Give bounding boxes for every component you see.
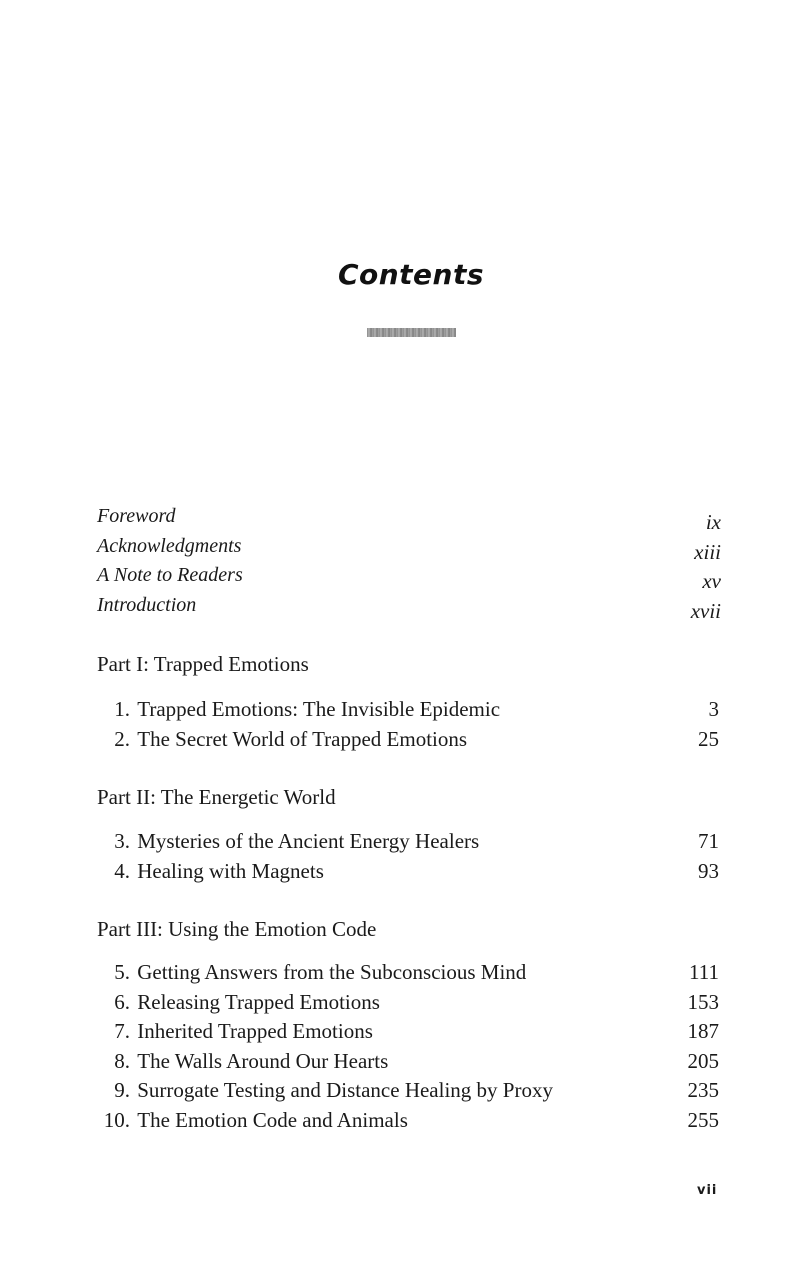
toc-entry-page: xiii <box>694 539 721 564</box>
toc-entry-page: ix <box>705 510 721 534</box>
part-heading-1: Part I: Trapped Emotions <box>97 652 309 676</box>
toc-entry-chapter-1[interactable] <box>97 697 719 727</box>
chapter-page: 153 <box>687 989 719 1014</box>
chapter-title: Releasing Trapped Emotions <box>137 989 380 1014</box>
part-1-chapter-list <box>97 697 719 756</box>
toc-entry-chapter-8[interactable] <box>97 1049 719 1079</box>
toc-entry-foreword[interactable] <box>97 505 721 535</box>
toc-entry-label: Foreword <box>97 505 176 527</box>
chapter-title: Trapped Emotions: The Invisible Epidemic <box>137 697 501 721</box>
part-3-chapter-list <box>97 960 719 1137</box>
chapter-number: 4. <box>114 858 130 883</box>
chapter-page: 25 <box>698 726 719 751</box>
toc-entry-chapter-10[interactable] <box>97 1108 719 1138</box>
chapter-page: 111 <box>689 960 719 984</box>
chapter-title: Inherited Trapped Emotions <box>137 1019 373 1043</box>
toc-entry-page: xvii <box>690 598 721 623</box>
chapter-page: 93 <box>698 858 719 883</box>
chapter-number: 9. <box>114 1078 130 1102</box>
chapter-number: 5. <box>114 960 130 984</box>
chapter-title: Getting Answers from the Subconscious Mind <box>137 960 527 984</box>
chapter-number: 7. <box>114 1019 130 1043</box>
chapter-number: 8. <box>114 1048 130 1073</box>
toc-entry-chapter-2[interactable] <box>97 727 719 757</box>
title-ornament-rule <box>367 328 456 337</box>
chapter-title: The Emotion Code and Animals <box>137 1107 408 1132</box>
toc-entry-label: Acknowledgments <box>97 534 242 557</box>
chapter-title: Mysteries of the Ancient Energy Healers <box>137 829 480 853</box>
chapter-page: 71 <box>698 829 719 853</box>
toc-entry-label: Introduction <box>97 593 197 616</box>
part-2-chapter-list <box>97 829 719 888</box>
front-matter-list <box>97 505 721 623</box>
toc-entry-chapter-3[interactable] <box>97 829 719 859</box>
chapter-title: The Secret World of Trapped Emotions <box>137 726 468 751</box>
chapter-number: 10. <box>103 1107 130 1132</box>
toc-entry-chapter-4[interactable] <box>97 859 719 889</box>
chapter-page: 3 <box>708 697 719 721</box>
chapter-page: 205 <box>687 1048 719 1073</box>
chapter-page: 187 <box>687 1019 719 1043</box>
chapter-number: 6. <box>114 989 130 1014</box>
part-heading-3: Part III: Using the Emotion Code <box>97 917 377 941</box>
toc-entry-page: xv <box>702 569 721 593</box>
chapter-page: 235 <box>687 1078 719 1102</box>
chapter-page: 255 <box>687 1107 719 1132</box>
toc-entry-note-to-readers[interactable] <box>97 564 721 594</box>
chapter-number: 2. <box>114 726 130 751</box>
part-heading-2: Part II: The Energetic World <box>97 785 336 809</box>
chapter-title: Surrogate Testing and Distance Healing by Proxy <box>137 1078 553 1102</box>
toc-entry-label: A Note to Readers <box>97 564 243 586</box>
toc-entry-chapter-5[interactable] <box>97 960 719 990</box>
chapter-number: 1. <box>114 697 130 721</box>
page-title: Contents <box>337 258 485 291</box>
toc-entry-introduction[interactable] <box>97 594 721 624</box>
toc-entry-chapter-7[interactable] <box>97 1019 719 1049</box>
toc-entry-chapter-9[interactable] <box>97 1078 719 1108</box>
chapter-number: 3. <box>114 829 130 853</box>
toc-entry-chapter-6[interactable] <box>97 990 719 1020</box>
chapter-title: The Walls Around Our Hearts <box>137 1048 389 1073</box>
page-folio-number: vii <box>697 1183 718 1198</box>
toc-entry-acknowledgments[interactable] <box>97 535 721 565</box>
chapter-title: Healing with Magnets <box>137 858 324 883</box>
